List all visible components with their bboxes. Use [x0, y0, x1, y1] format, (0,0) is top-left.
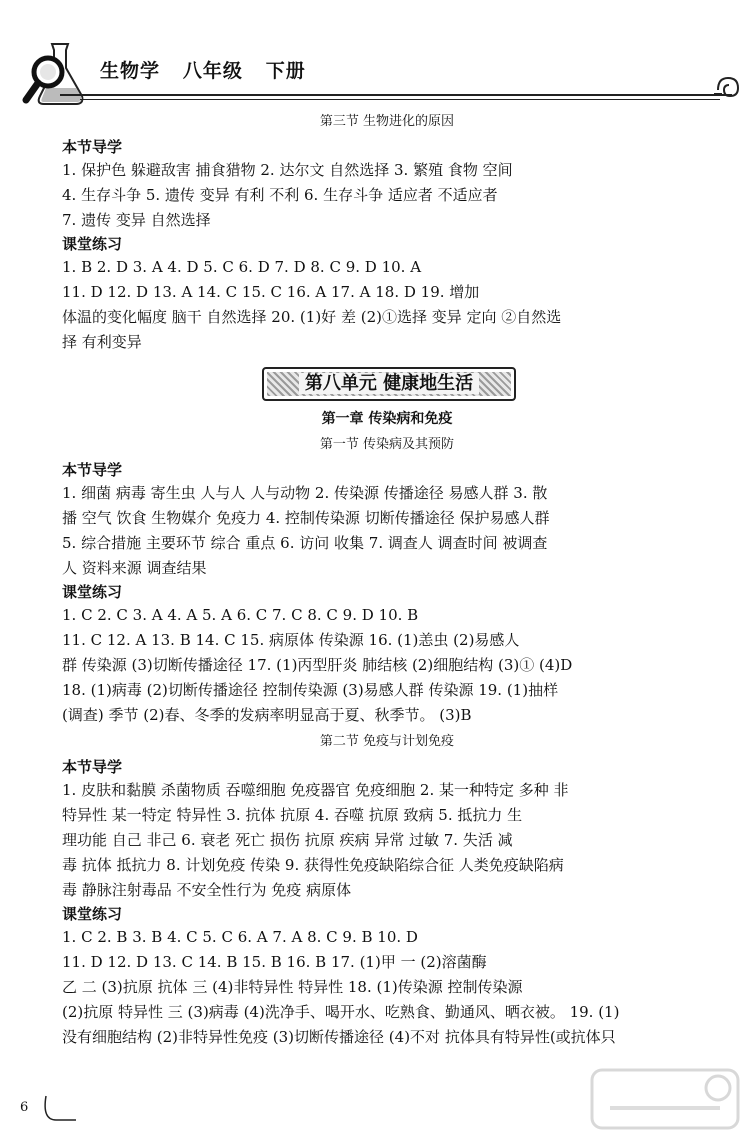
guide-heading: 本节导学	[62, 758, 123, 776]
unit-banner-area	[62, 355, 712, 407]
answer-line: 人 资料来源 调查结果	[62, 559, 207, 577]
answer-line: 毒 抗体 抵抗力 8. 计划免疫 传染 9. 获得性免疫缺陷综合征 人类免疫缺陷病	[62, 856, 564, 874]
answer-line: 理功能 自己 非己 6. 衰老 死亡 损伤 抗原 疾病 异常 过敏 7. 失活 减	[62, 831, 513, 849]
answer-line: 11. C 12. A 13. B 14. C 15. 病原体 传染源 16. (1)恙虫 (2)易感人	[62, 631, 520, 649]
answer-line: 毒 静脉注射毒品 不安全性行为 免疫 病原体	[62, 881, 352, 899]
guide-heading: 本节导学	[62, 461, 123, 479]
answer-line: 7. 遗传 变异 自然选择	[62, 211, 211, 229]
header-rule-thin	[80, 99, 720, 100]
answer-line: 乙 二 (3)抗原 抗体 三 (4)非特异性 特异性 18. (1)传染源 控制传染源	[62, 978, 523, 996]
answer-line: 1. C 2. B 3. B 4. C 5. C 6. A 7. A 8. C 9. B 10. D	[62, 928, 418, 946]
page-number: 6	[20, 1100, 29, 1115]
answer-line: 1. 细菌 病毒 寄生虫 人与人 人与动物 2. 传染源 传播途径 易感人群 3. 散	[62, 484, 548, 502]
unit-banner	[262, 367, 516, 401]
answer-line: 11. D 12. D 13. C 14. B 15. B 16. B 17. (1)甲 一 (2)溶菌酶	[62, 953, 487, 971]
scroll-ornament-icon	[714, 70, 744, 110]
guide-heading: 本节导学	[62, 138, 123, 156]
practice-heading: 课堂练习	[62, 235, 123, 253]
answer-line: 4. 生存斗争 5. 遗传 变异 有利 不利 6. 生存斗争 适应者 不适应者	[62, 186, 498, 204]
answer-line: 1. B 2. D 3. A 4. D 5. C 6. D 7. D 8. C 9. D 10. A	[62, 258, 422, 276]
section-title: 第一节 传染病及其预防	[319, 437, 455, 452]
answer-line: 择 有利变异	[62, 333, 142, 351]
answer-line: 没有细胞结构 (2)非特异性免疫 (3)切断传播途径 (4)不对 抗体具有特异性(或抗体只	[62, 1028, 616, 1046]
answer-line: 1. C 2. C 3. A 4. A 5. A 6. C 7. C 8. C 9. D 10. B	[62, 606, 419, 624]
practice-heading: 课堂练习	[62, 583, 123, 601]
header-title: 生物学 八年级 下册	[100, 60, 306, 82]
unit-banner-text: 第八单元 健康地生活	[299, 373, 479, 394]
answer-line: 18. (1)病毒 (2)切断传播途径 控制传染源 (3)易感人群 传染源 19. (1)抽样	[62, 681, 559, 699]
answer-line: 特异性 某一特定 特异性 3. 抗体 抗原 4. 吞噬 抗原 致病 5. 抵抗力 生	[62, 806, 523, 824]
answer-line: 1. 皮肤和黏膜 杀菌物质 吞噬细胞 免疫器官 免疫细胞 2. 某一种特定 多种 非	[62, 781, 569, 799]
chapter-title: 第一章 传染病和免疫	[321, 411, 453, 427]
answer-line: 体温的变化幅度 脑干 自然选择 20. (1)好 差 (2)①选择 变异 定向 ②自然选	[62, 308, 562, 326]
answer-line: 1. 保护色 躲避敌害 捕食猎物 2. 达尔文 自然选择 3. 繁殖 食物 空间	[62, 161, 513, 179]
practice-heading: 课堂练习	[62, 905, 123, 923]
watermark-logo-icon	[590, 1068, 740, 1130]
answer-line: (2)抗原 特异性 三 (3)病毒 (4)洗净手、喝开水、吃熟食、勤通风、晒衣被。 19. (1)	[62, 1003, 620, 1021]
answer-line: (调查) 季节 (2)春、冬季的发病率明显高于夏、秋季节。 (3)B	[62, 706, 472, 724]
page-content	[62, 108, 712, 1050]
answer-line: 播 空气 饮食 生物媒介 免疫力 4. 控制传染源 切断传播途径 保护易感人群	[62, 509, 550, 527]
section-title: 第三节 生物进化的原因	[319, 114, 455, 129]
section-title: 第二节 免疫与计划免疫	[319, 734, 455, 749]
page-number-bracket-icon	[42, 1094, 82, 1124]
answer-line: 群 传染源 (3)切断传播途径 17. (1)丙型肝炎 肺结核 (2)细胞结构 (3)① (4)D	[62, 656, 573, 674]
header-rule	[60, 94, 732, 96]
answer-line: 11. D 12. D 13. A 14. C 15. C 16. A 17. A 18. D 19. 增加	[62, 283, 480, 301]
answer-line: 5. 综合措施 主要环节 综合 重点 6. 访问 收集 7. 调查人 调查时间 被调查	[62, 534, 548, 552]
